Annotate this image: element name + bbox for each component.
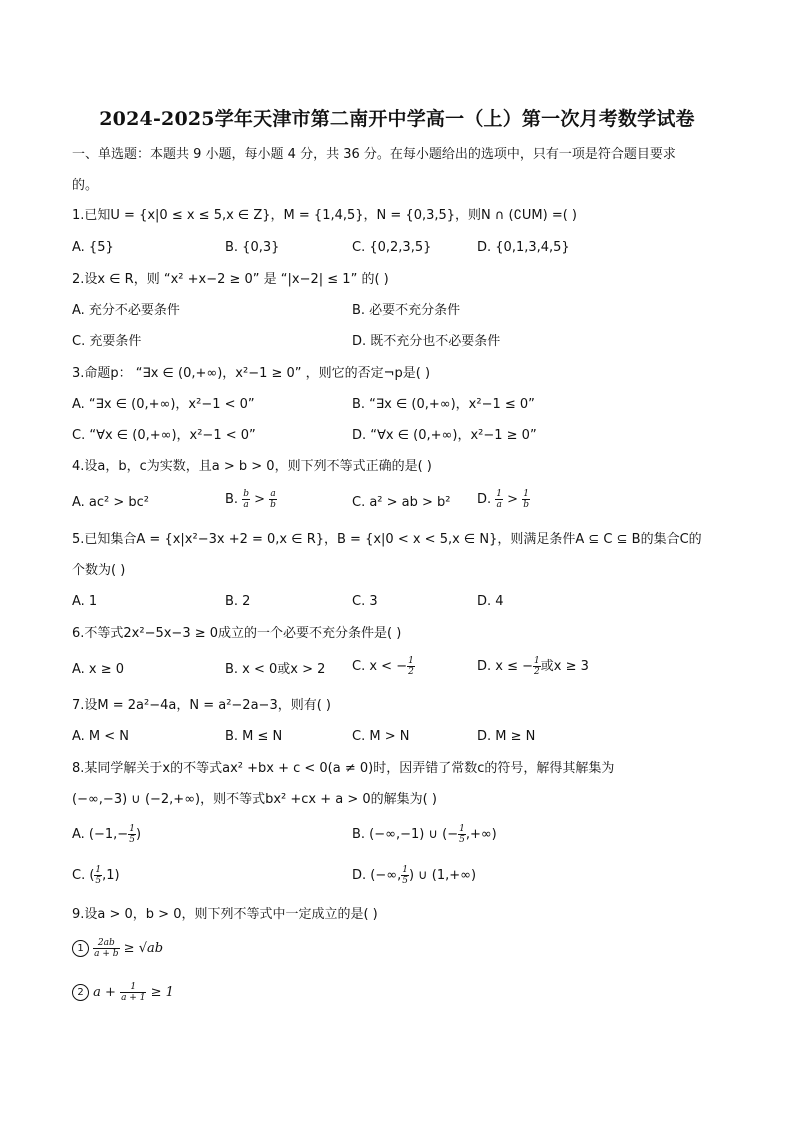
fraction-1-over-2: $\frac{1}{2}$ bbox=[534, 656, 540, 677]
q6-option-a[interactable]: A. x ≥ 0 bbox=[72, 662, 125, 677]
q9-item-2: 2 a + $\frac{1}{a + 1}$ ≥ 1 bbox=[72, 982, 174, 1003]
question-8-stem: 8.某同学解关于x的不等式ax² +bx + c < 0(a ≠ 0)时，因弄错了常数c的符号，解得其解集为 bbox=[72, 761, 615, 776]
q5-option-a[interactable]: A. 1 bbox=[72, 594, 98, 609]
section-heading-cont: 的。 bbox=[72, 178, 99, 193]
q8-option-d-label: D. (−∞, bbox=[352, 868, 402, 883]
q4-option-c[interactable]: C. a² > ab > b² bbox=[352, 495, 451, 510]
question-5-stem-cont: 个数为( ) bbox=[72, 563, 126, 578]
q8-option-b[interactable]: B. (−∞,−1) ∪ (− $\frac{1}{5}$ ,+∞) bbox=[352, 824, 497, 845]
q6-option-c-label: C. x < − bbox=[352, 659, 408, 674]
q1-option-d[interactable]: D. {0,1,3,4,5} bbox=[477, 240, 570, 255]
q7-option-d[interactable]: D. M ≥ N bbox=[477, 729, 536, 744]
q4-option-a[interactable]: A. ac² > bc² bbox=[72, 495, 150, 510]
fraction-1-over-a-plus-1: $\frac{1}{a + 1}$ bbox=[121, 982, 146, 1003]
q2-option-d[interactable]: D. 既不充分也不必要条件 bbox=[352, 334, 501, 349]
q6-option-d-label: D. x ≤ − bbox=[477, 659, 534, 674]
q3-option-d[interactable]: D. “∀x ∈ (0,+∞)，x²−1 ≥ 0” bbox=[352, 428, 537, 443]
q5-option-b[interactable]: B. 2 bbox=[225, 594, 251, 609]
fraction-1-over-5: $\frac{1}{5}$ bbox=[459, 824, 465, 845]
q7-option-c[interactable]: C. M > N bbox=[352, 729, 410, 744]
q7-option-a[interactable]: A. M < N bbox=[72, 729, 130, 744]
q1-option-a[interactable]: A. {5} bbox=[72, 240, 114, 255]
q3-option-b[interactable]: B. “∃x ∈ (0,+∞)，x²−1 ≤ 0” bbox=[352, 397, 535, 412]
q1-option-c[interactable]: C. {0,2,3,5} bbox=[352, 240, 432, 255]
question-4-stem: 4.设a，b，c为实数，且a > b > 0，则下列不等式正确的是( ) bbox=[72, 459, 432, 474]
fraction-b-over-a: $\frac{b}{a}$ bbox=[243, 489, 249, 510]
question-1-stem: 1.已知U = {x|0 ≤ x ≤ 5,x ∈ Z}，M = {1,4,5}，N = {0,3,5}，则N ∩ (∁UM) =( ) bbox=[72, 208, 578, 223]
question-7-stem: 7.设M = 2a²−4a，N = a²−2a−3，则有( ) bbox=[72, 698, 331, 713]
q1-option-b[interactable]: B. {0,3} bbox=[225, 240, 280, 255]
q7-option-b[interactable]: B. M ≤ N bbox=[225, 729, 283, 744]
fraction-1-over-5: $\frac{1}{5}$ bbox=[95, 865, 102, 886]
q3-option-c[interactable]: C. “∀x ∈ (0,+∞)，x²−1 < 0” bbox=[72, 428, 256, 443]
q2-option-a[interactable]: A. 充分不必要条件 bbox=[72, 303, 180, 318]
q4-option-b-label: B. bbox=[225, 492, 239, 507]
q2-option-c[interactable]: C. 充要条件 bbox=[72, 334, 142, 349]
q4-option-d[interactable]: D. $\frac{1}{a}$ > $\frac{1}{b}$ bbox=[477, 489, 529, 510]
fraction-1-over-5: $\frac{1}{5}$ bbox=[402, 865, 408, 886]
fraction-1-over-a: $\frac{1}{a}$ bbox=[496, 489, 503, 510]
question-2-stem: 2.设x ∈ R，则 “x² +x−2 ≥ 0” 是 “|x−2| ≤ 1” 的( ) bbox=[72, 272, 389, 287]
q3-option-a[interactable]: A. “∃x ∈ (0,+∞)，x²−1 < 0” bbox=[72, 397, 255, 412]
fraction-a-over-b: $\frac{a}{b}$ bbox=[270, 489, 276, 510]
section-heading: 一、单选题：本题共 9 小题，每小题 4 分，共 36 分。在每小题给出的选项中，只有一项是符合题目要求 bbox=[72, 147, 676, 162]
q2-option-b[interactable]: B. 必要不充分条件 bbox=[352, 303, 461, 318]
q8-option-a-label: A. (−1,− bbox=[72, 827, 129, 842]
fraction-1-over-2: $\frac{1}{2}$ bbox=[408, 656, 414, 677]
question-3-stem: 3.命题p： “∃x ∈ (0,+∞)，x²−1 ≥ 0” ，则它的否定¬p是( ) bbox=[72, 366, 431, 381]
circled-2-icon: 2 bbox=[72, 984, 89, 1001]
question-5-stem: 5.已知集合A = {x|x²−3x +2 = 0,x ∈ R}，B = {x|0 < x < 5,x ∈ N}，则满足条件A ⊆ C ⊆ B的集合C的 bbox=[72, 532, 702, 547]
q8-option-c[interactable]: C. ( $\frac{1}{5}$ ,1) bbox=[72, 865, 120, 886]
q8-option-d[interactable]: D. (−∞, $\frac{1}{5}$ ) ∪ (1,+∞) bbox=[352, 865, 477, 886]
fraction-1-over-b: $\frac{1}{b}$ bbox=[523, 489, 529, 510]
q4-option-b[interactable]: B. $\frac{b}{a}$ > $\frac{a}{b}$ bbox=[225, 489, 276, 510]
exam-title: 2024-2025学年天津市第二南开中学高一（上）第一次月考数学试卷 bbox=[99, 108, 695, 130]
question-6-stem: 6.不等式2x²−5x−3 ≥ 0成立的一个必要不充分条件是( ) bbox=[72, 626, 402, 641]
fraction-2ab-over-a-plus-b: $\frac{2ab}{a + b}$ bbox=[94, 938, 119, 959]
q6-option-c[interactable] bbox=[352, 656, 415, 677]
q6-option-d[interactable]: D. x ≤ − $\frac{1}{2}$ 或x ≥ 3 bbox=[477, 656, 589, 677]
circled-1-icon: 1 bbox=[72, 940, 89, 957]
q9-item-2-text: ≥ 1 bbox=[150, 985, 174, 1000]
q8-option-c-label: C. ( bbox=[72, 868, 95, 883]
fraction-1-over-5: $\frac{1}{5}$ bbox=[129, 824, 135, 845]
q9-item-1 bbox=[72, 938, 163, 959]
q4-option-d-label: D. bbox=[477, 492, 492, 507]
question-8-stem-cont: (−∞,−3) ∪ (−2,+∞)，则不等式bx² +cx + a > 0的解集为( ) bbox=[72, 792, 437, 807]
q6-option-b[interactable]: B. x < 0或x > 2 bbox=[225, 662, 326, 677]
q8-option-a[interactable]: A. (−1,− $\frac{1}{5}$ ) bbox=[72, 824, 142, 845]
q5-option-d[interactable]: D. 4 bbox=[477, 594, 504, 609]
question-9-stem: 9.设a > 0，b > 0，则下列不等式中一定成立的是( ) bbox=[72, 907, 378, 922]
q8-option-b-label: B. (−∞,−1) ∪ (− bbox=[352, 827, 459, 842]
q9-item-1-text: ≥ √ab bbox=[123, 941, 164, 956]
q5-option-c[interactable]: C. 3 bbox=[352, 594, 378, 609]
